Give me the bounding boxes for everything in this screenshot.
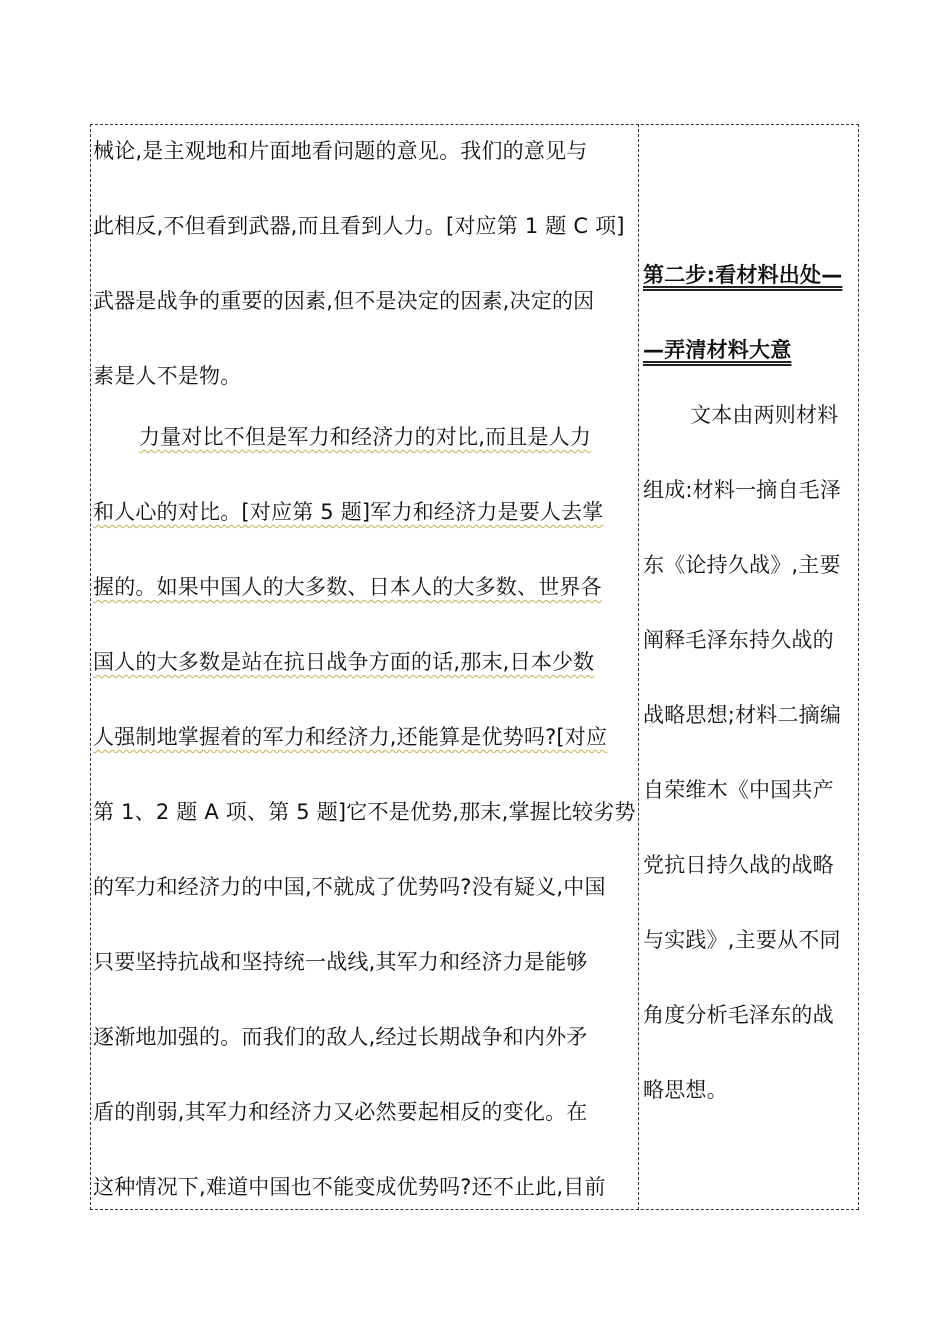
passage-line: 只要坚持抗战和坚持统一战线,其军力和经济力是能够 xyxy=(93,950,588,974)
passage-line: 和人心的对比。[对应第 5 题]军力和经济力是要人去掌 xyxy=(93,500,604,524)
analysis-line: 党抗日持久战的战略 xyxy=(643,853,834,877)
analysis-cell xyxy=(640,124,858,1210)
passage-line: 武器是战争的重要的因素,但不是决定的因素,决定的因 xyxy=(93,289,595,313)
passage-line: 第 1、2 题 A 项、第 5 题]它不是优势,那末,掌握比较劣势 xyxy=(93,800,636,824)
analysis-line: 文本由两则材料 xyxy=(690,403,839,427)
analysis-heading: —弄清材料大意 xyxy=(643,338,792,362)
passage-line: 械论,是主观地和片面地看问题的意见。我们的意见与 xyxy=(93,139,588,163)
passage-line: 素是人不是物。 xyxy=(93,364,242,388)
passage-line: 的军力和经济力的中国,不就成了优势吗?没有疑义,中国 xyxy=(93,875,606,899)
analysis-line: 东《论持久战》,主要 xyxy=(643,553,841,577)
analysis-line: 略思想。 xyxy=(643,1078,728,1102)
passage-line: 逐渐地加强的。而我们的敌人,经过长期战争和内外矛 xyxy=(93,1025,588,1049)
analysis-line: 组成:材料一摘自毛泽 xyxy=(643,478,842,502)
analysis-heading: 第二步:看材料出处— xyxy=(643,263,843,287)
passage-line: 盾的削弱,其军力和经济力又必然要起相反的变化。在 xyxy=(93,1100,588,1124)
analysis-line: 与实践》,主要从不同 xyxy=(643,928,841,952)
analysis-line: 战略思想;材料二摘编 xyxy=(643,703,842,727)
analysis-line: 阐释毛泽东持久战的 xyxy=(643,628,834,652)
passage-cell xyxy=(91,124,638,1210)
column-divider xyxy=(638,124,639,1210)
passage-line: 人强制地掌握着的军力和经济力,还能算是优势吗?[对应 xyxy=(93,725,608,749)
analysis-line: 自荣维木《中国共产 xyxy=(643,778,834,802)
passage-line: 这种情况下,难道中国也不能变成优势吗?还不止此,目前 xyxy=(93,1175,606,1199)
passage-line: 力量对比不但是军力和经济力的对比,而且是人力 xyxy=(139,425,592,449)
passage-line: 握的。如果中国人的大多数、日本人的大多数、世界各 xyxy=(93,575,602,599)
analysis-line: 角度分析毛泽东的战 xyxy=(643,1003,834,1027)
passage-line: 此相反,不但看到武器,而且看到人力。[对应第 1 题 C 项] xyxy=(93,214,625,238)
passage-line: 国人的大多数是站在抗日战争方面的话,那末,日本少数 xyxy=(93,650,595,674)
